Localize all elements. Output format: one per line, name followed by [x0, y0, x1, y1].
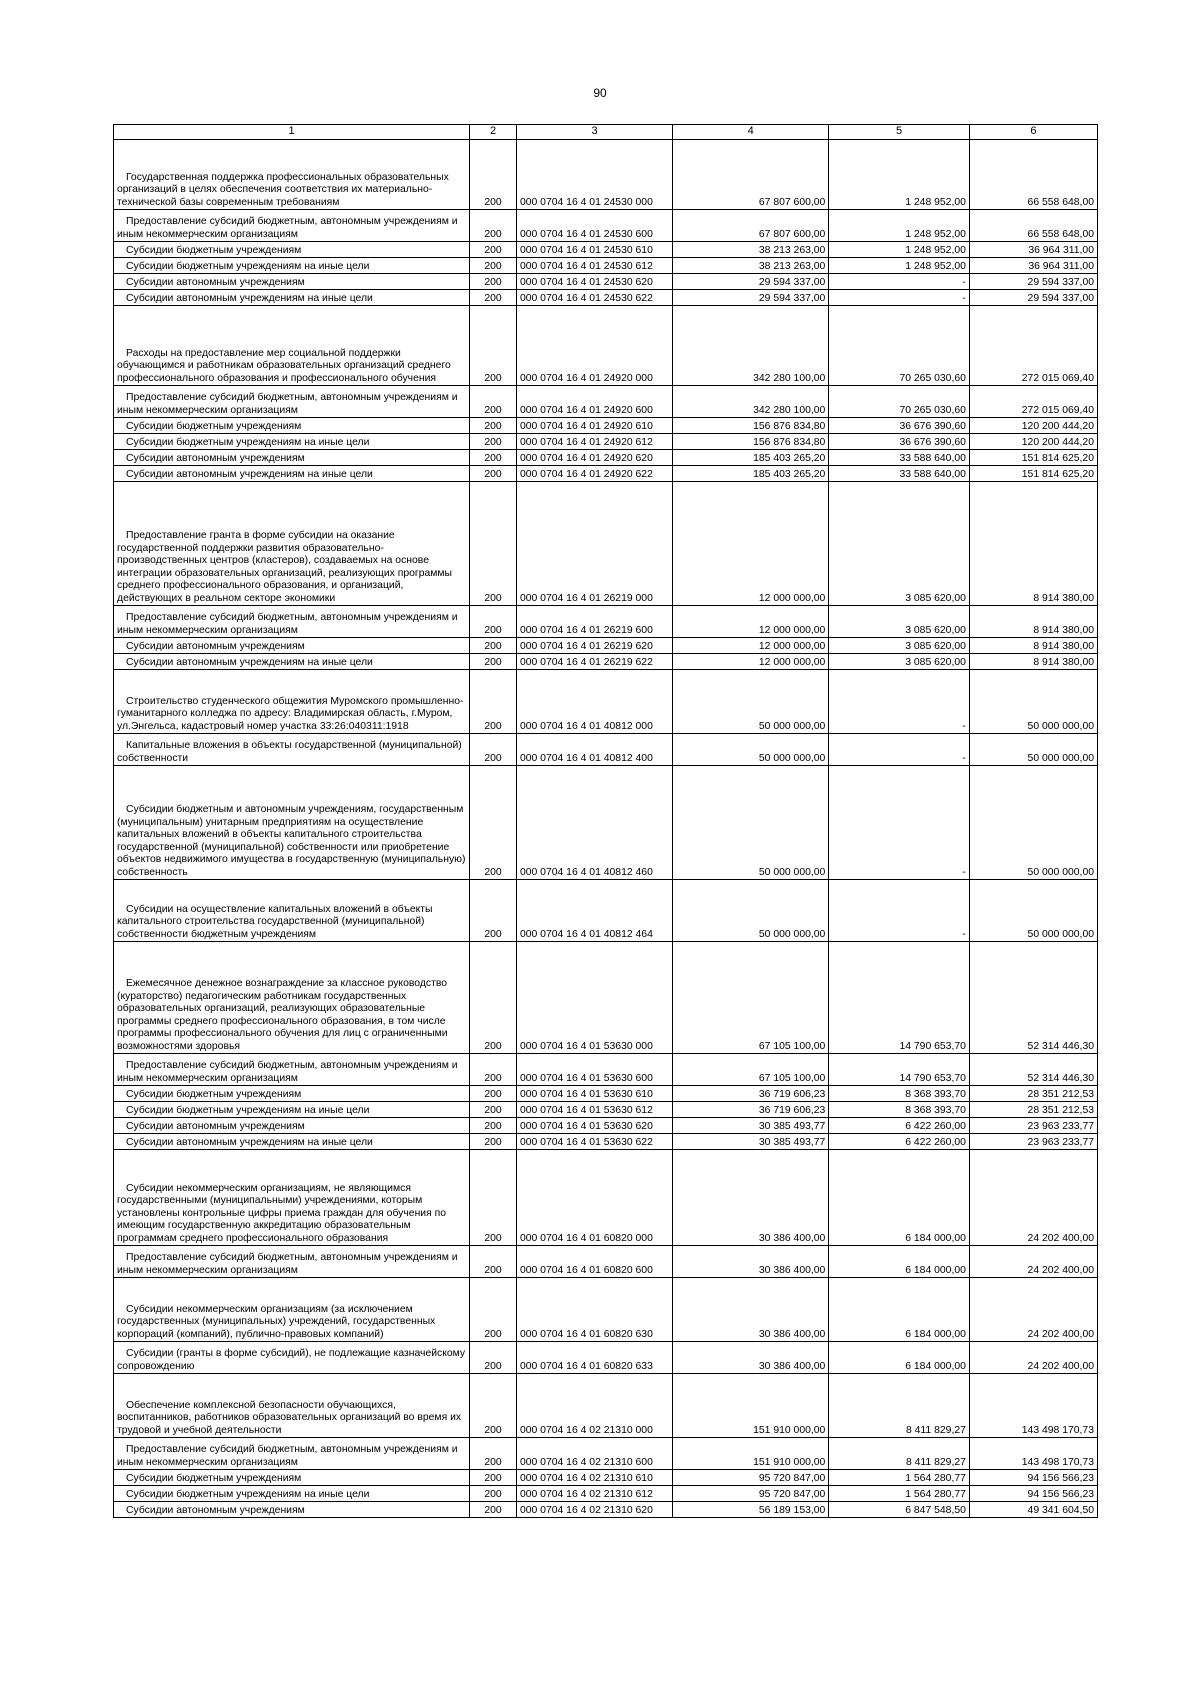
table-cell: Субсидии бюджетным учреждениям: [114, 1470, 470, 1486]
table-cell: 8 914 380,00: [969, 654, 1097, 670]
table-cell: 200: [470, 1054, 517, 1086]
table-cell: Субсидии автономным учреждениям: [114, 638, 470, 654]
table-cell: Предоставление субсидий бюджетным, автономным учреждениям и иным некоммерческим организациям: [114, 1438, 470, 1470]
table-cell: 000 0704 16 4 01 40812 000: [516, 670, 672, 734]
table-cell: 200: [470, 1086, 517, 1102]
table-row: [114, 606, 1098, 638]
table-cell: Субсидии (гранты в форме субсидий), не подлежащие казначейскому сопровождению: [114, 1342, 470, 1374]
table-cell: 143 498 170,73: [969, 1374, 1097, 1438]
table-cell: 200: [470, 140, 517, 210]
table-row: [114, 1374, 1098, 1438]
table-row: [114, 258, 1098, 274]
table-cell: 000 0704 16 4 01 24920 622: [516, 466, 672, 482]
table-cell: 000 0704 16 4 01 24530 622: [516, 290, 672, 306]
table-row: [114, 1086, 1098, 1102]
table-row: [114, 1486, 1098, 1502]
table-cell: 200: [470, 670, 517, 734]
table-row: [114, 1502, 1098, 1518]
table-cell: 36 719 606,23: [673, 1086, 829, 1102]
table-body: [114, 140, 1098, 1518]
table-row: [114, 140, 1098, 210]
table-cell: -: [829, 670, 970, 734]
table-cell: Субсидии бюджетным учреждениям на иные цели: [114, 1486, 470, 1502]
table-cell: Капитальные вложения в объекты государственной (муниципальной) собственности: [114, 734, 470, 766]
table-cell: 30 386 400,00: [673, 1150, 829, 1246]
table-cell: 50 000 000,00: [673, 880, 829, 942]
table-cell: 000 0704 16 4 01 24920 000: [516, 306, 672, 386]
table-cell: Субсидии автономным учреждениям на иные цели: [114, 654, 470, 670]
table-cell: 272 015 069,40: [969, 386, 1097, 418]
table-cell: 52 314 446,30: [969, 942, 1097, 1054]
table-cell: 12 000 000,00: [673, 654, 829, 670]
table-cell: 200: [470, 466, 517, 482]
table-row: [114, 242, 1098, 258]
table-cell: 000 0704 16 4 01 26219 620: [516, 638, 672, 654]
table-cell: 24 202 400,00: [969, 1150, 1097, 1246]
table-cell: 151 814 625,20: [969, 450, 1097, 466]
table-cell: 70 265 030,60: [829, 386, 970, 418]
table-cell: 000 0704 16 4 02 21310 612: [516, 1486, 672, 1502]
table-cell: 200: [470, 290, 517, 306]
table-cell: 95 720 847,00: [673, 1470, 829, 1486]
table-cell: 3 085 620,00: [829, 606, 970, 638]
table-cell: 66 558 648,00: [969, 140, 1097, 210]
table-cell: 24 202 400,00: [969, 1342, 1097, 1374]
table-cell: 000 0704 16 4 02 21310 620: [516, 1502, 672, 1518]
table-cell: 200: [470, 1150, 517, 1246]
table-cell: -: [829, 290, 970, 306]
table-cell: 36 676 390,60: [829, 418, 970, 434]
table-cell: Предоставление субсидий бюджетным, автономным учреждениям и иным некоммерческим организациям: [114, 386, 470, 418]
table-cell: 156 876 834,80: [673, 434, 829, 450]
table-cell: 67 105 100,00: [673, 1054, 829, 1086]
table-cell: 3 085 620,00: [829, 482, 970, 606]
table-row: [114, 1054, 1098, 1086]
table-cell: 36 719 606,23: [673, 1102, 829, 1118]
table-cell: 200: [470, 1438, 517, 1470]
table-row: [114, 306, 1098, 386]
table-cell: 000 0704 16 4 01 24530 620: [516, 274, 672, 290]
table-cell: 000 0704 16 4 01 60820 633: [516, 1342, 672, 1374]
table-cell: 000 0704 16 4 01 24530 612: [516, 258, 672, 274]
table-cell: 29 594 337,00: [673, 290, 829, 306]
table-cell: 94 156 566,23: [969, 1486, 1097, 1502]
table-row: [114, 734, 1098, 766]
table-cell: Субсидии на осуществление капитальных вложений в объекты капитального строительства государственной (муниципальной) собственности бюджетным учреждениям: [114, 880, 470, 942]
table-cell: 50 000 000,00: [673, 670, 829, 734]
table-cell: Субсидии бюджетным учреждениям на иные цели: [114, 258, 470, 274]
table-cell: 3 085 620,00: [829, 638, 970, 654]
table-cell: Субсидии автономным учреждениям на иные цели: [114, 1134, 470, 1150]
table-cell: 200: [470, 734, 517, 766]
table-cell: 1 248 952,00: [829, 140, 970, 210]
table-cell: 000 0704 16 4 01 24920 600: [516, 386, 672, 418]
table-cell: 1 248 952,00: [829, 242, 970, 258]
table-cell: 200: [470, 1502, 517, 1518]
table-cell: 8 914 380,00: [969, 606, 1097, 638]
table-row: [114, 1342, 1098, 1374]
table-cell: Субсидии бюджетным учреждениям: [114, 1086, 470, 1102]
table-cell: 200: [470, 766, 517, 880]
table-cell: 30 385 493,77: [673, 1118, 829, 1134]
table-row: [114, 274, 1098, 290]
table-cell: 000 0704 16 4 01 53630 610: [516, 1086, 672, 1102]
table-cell: 000 0704 16 4 01 40812 460: [516, 766, 672, 880]
table-cell: 200: [470, 942, 517, 1054]
table-cell: 94 156 566,23: [969, 1470, 1097, 1486]
table-row: [114, 210, 1098, 242]
table-row: [114, 386, 1098, 418]
table-cell: 6 422 260,00: [829, 1134, 970, 1150]
table-cell: Субсидии бюджетным учреждениям: [114, 418, 470, 434]
table-cell: 000 0704 16 4 02 21310 610: [516, 1470, 672, 1486]
column-header: 1: [114, 125, 470, 140]
table-cell: 200: [470, 1134, 517, 1150]
table-cell: 6 184 000,00: [829, 1150, 970, 1246]
table-cell: Предоставление субсидий бюджетным, автономным учреждениям и иным некоммерческим организациям: [114, 1054, 470, 1086]
table-cell: 342 280 100,00: [673, 306, 829, 386]
table-cell: 200: [470, 638, 517, 654]
table-cell: Субсидии некоммерческим организациям, не являющимся государственными (муниципальными) учреждениями, которым установлены контрольные цифры приема граждан для обучения по имеющим государственную аккредитацию образовательным программам среднего профессионального образования: [114, 1150, 470, 1246]
header-row: [114, 125, 1098, 140]
table-cell: 49 341 604,50: [969, 1502, 1097, 1518]
table-cell: 30 386 400,00: [673, 1278, 829, 1342]
table-cell: 30 386 400,00: [673, 1246, 829, 1278]
table-cell: 200: [470, 1278, 517, 1342]
table-row: [114, 1438, 1098, 1470]
table-cell: 185 403 265,20: [673, 466, 829, 482]
table-cell: 200: [470, 1102, 517, 1118]
table-cell: 000 0704 16 4 01 53630 620: [516, 1118, 672, 1134]
table-cell: 200: [470, 418, 517, 434]
table-cell: 000 0704 16 4 01 26219 000: [516, 482, 672, 606]
table-cell: Ежемесячное денежное вознаграждение за классное руководство (кураторство) педагогическим работникам государственных образовательных организаций, реализующих образовательные программы среднего профессионального образования, в том числе программы профессионального обучения для лиц с ограниченными возможностями здоровья: [114, 942, 470, 1054]
table-cell: 200: [470, 242, 517, 258]
table-cell: 24 202 400,00: [969, 1278, 1097, 1342]
table-cell: 28 351 212,53: [969, 1086, 1097, 1102]
table-cell: 272 015 069,40: [969, 306, 1097, 386]
table-cell: 1 564 280,77: [829, 1470, 970, 1486]
table-cell: 151 910 000,00: [673, 1374, 829, 1438]
table-cell: 1 248 952,00: [829, 210, 970, 242]
table-cell: 6 184 000,00: [829, 1342, 970, 1374]
table-cell: 000 0704 16 4 01 60820 630: [516, 1278, 672, 1342]
table-cell: 52 314 446,30: [969, 1054, 1097, 1086]
table-cell: -: [829, 766, 970, 880]
table-cell: 000 0704 16 4 01 24530 610: [516, 242, 672, 258]
table-cell: 200: [470, 306, 517, 386]
table-cell: 6 184 000,00: [829, 1278, 970, 1342]
table-row: [114, 1134, 1098, 1150]
table-cell: 28 351 212,53: [969, 1102, 1097, 1118]
table-cell: -: [829, 274, 970, 290]
table-cell: 200: [470, 482, 517, 606]
table-cell: Предоставление субсидий бюджетным, автономным учреждениям и иным некоммерческим организациям: [114, 1246, 470, 1278]
table-cell: 36 964 311,00: [969, 258, 1097, 274]
table-cell: 000 0704 16 4 01 40812 464: [516, 880, 672, 942]
table-cell: 200: [470, 1470, 517, 1486]
table-cell: Субсидии некоммерческим организациям (за исключением государственных (муниципальных) учреждений, государственных корпораций (компаний), публично-правовых компаний): [114, 1278, 470, 1342]
table-cell: 200: [470, 1118, 517, 1134]
table-row: [114, 434, 1098, 450]
table-cell: 14 790 653,70: [829, 942, 970, 1054]
table-cell: 120 200 444,20: [969, 434, 1097, 450]
table-cell: Субсидии бюджетным учреждениям на иные цели: [114, 1102, 470, 1118]
table-cell: Субсидии бюджетным и автономным учреждениям, государственным (муниципальным) унитарным предприятиям на осуществление капитальных вложений в объекты капитального строительства государственной (муниципальной) собственности или приобретение объектов недвижимого имущества в государственную (муниципальную) собственность: [114, 766, 470, 880]
table-row: [114, 1150, 1098, 1246]
table-cell: 000 0704 16 4 01 24920 612: [516, 434, 672, 450]
table-cell: 24 202 400,00: [969, 1246, 1097, 1278]
table-cell: Субсидии автономным учреждениям: [114, 274, 470, 290]
table-cell: 200: [470, 386, 517, 418]
table-cell: 000 0704 16 4 01 40812 400: [516, 734, 672, 766]
table-cell: 36 676 390,60: [829, 434, 970, 450]
table-cell: Обеспечение комплексной безопасности обучающихся, воспитанников, работников образовательных организаций во время их трудовой и учебной деятельности: [114, 1374, 470, 1438]
table-cell: 50 000 000,00: [673, 734, 829, 766]
table-cell: 120 200 444,20: [969, 418, 1097, 434]
table-cell: 200: [470, 880, 517, 942]
table-cell: Государственная поддержка профессиональных образовательных организаций в целях обеспечения соответствия их материально-технической базы современным требованиям: [114, 140, 470, 210]
table-cell: 36 964 311,00: [969, 242, 1097, 258]
table-cell: 185 403 265,20: [673, 450, 829, 466]
table-cell: Субсидии автономным учреждениям: [114, 1502, 470, 1518]
table-row: [114, 638, 1098, 654]
table-row: [114, 450, 1098, 466]
table-cell: 14 790 653,70: [829, 1054, 970, 1086]
table-cell: 38 213 263,00: [673, 258, 829, 274]
table-cell: 143 498 170,73: [969, 1438, 1097, 1470]
table-cell: 000 0704 16 4 01 26219 600: [516, 606, 672, 638]
table-cell: 200: [470, 1246, 517, 1278]
table-cell: 56 189 153,00: [673, 1502, 829, 1518]
table-row: [114, 1246, 1098, 1278]
table-cell: 38 213 263,00: [673, 242, 829, 258]
table-cell: Субсидии автономным учреждениям: [114, 1118, 470, 1134]
table-cell: 000 0704 16 4 01 24530 600: [516, 210, 672, 242]
table-cell: 50 000 000,00: [969, 766, 1097, 880]
table-cell: 200: [470, 210, 517, 242]
table-cell: 200: [470, 450, 517, 466]
table-cell: 000 0704 16 4 01 53630 000: [516, 942, 672, 1054]
table-cell: 50 000 000,00: [673, 766, 829, 880]
table-row: [114, 418, 1098, 434]
table-cell: 000 0704 16 4 01 60820 600: [516, 1246, 672, 1278]
table-cell: Предоставление субсидий бюджетным, автономным учреждениям и иным некоммерческим организациям: [114, 606, 470, 638]
table-cell: Субсидии бюджетным учреждениям на иные цели: [114, 434, 470, 450]
table-cell: 200: [470, 654, 517, 670]
table-cell: 000 0704 16 4 02 21310 600: [516, 1438, 672, 1470]
table-cell: 8 368 393,70: [829, 1086, 970, 1102]
table-cell: 151 910 000,00: [673, 1438, 829, 1470]
table-cell: 200: [470, 606, 517, 638]
table-row: [114, 766, 1098, 880]
table-cell: 66 558 648,00: [969, 210, 1097, 242]
table-cell: 50 000 000,00: [969, 880, 1097, 942]
table-row: [114, 290, 1098, 306]
table-cell: 000 0704 16 4 01 24530 000: [516, 140, 672, 210]
column-header: 5: [829, 125, 970, 140]
table-cell: 23 963 233,77: [969, 1134, 1097, 1150]
table-cell: 1 248 952,00: [829, 258, 970, 274]
table-row: [114, 466, 1098, 482]
table-cell: 50 000 000,00: [969, 670, 1097, 734]
table-cell: 30 386 400,00: [673, 1342, 829, 1374]
table-cell: 8 368 393,70: [829, 1102, 970, 1118]
table-cell: 156 876 834,80: [673, 418, 829, 434]
table-cell: 33 588 640,00: [829, 450, 970, 466]
table-row: [114, 1278, 1098, 1342]
table-cell: 000 0704 16 4 02 21310 000: [516, 1374, 672, 1438]
table-cell: 1 564 280,77: [829, 1486, 970, 1502]
table-cell: 8 411 829,27: [829, 1374, 970, 1438]
table-cell: 000 0704 16 4 01 26219 622: [516, 654, 672, 670]
table-cell: Субсидии автономным учреждениям: [114, 450, 470, 466]
table-cell: Расходы на предоставление мер социальной поддержки обучающимся и работникам образовательных организаций среднего профессионального образования и профессионального обучения: [114, 306, 470, 386]
table-cell: 23 963 233,77: [969, 1118, 1097, 1134]
table-cell: 151 814 625,20: [969, 466, 1097, 482]
table-cell: 200: [470, 274, 517, 290]
page-number: 90: [593, 86, 607, 100]
table-cell: 29 594 337,00: [969, 274, 1097, 290]
table-cell: 12 000 000,00: [673, 482, 829, 606]
table-cell: -: [829, 734, 970, 766]
table-cell: 000 0704 16 4 01 24920 610: [516, 418, 672, 434]
table-row: [114, 880, 1098, 942]
table-cell: 67 807 600,00: [673, 140, 829, 210]
table-cell: 29 594 337,00: [969, 290, 1097, 306]
table-row: [114, 1118, 1098, 1134]
table-cell: 000 0704 16 4 01 53630 600: [516, 1054, 672, 1086]
table-cell: 30 385 493,77: [673, 1134, 829, 1150]
table-cell: 95 720 847,00: [673, 1486, 829, 1502]
table-cell: -: [829, 880, 970, 942]
table-cell: 200: [470, 1374, 517, 1438]
table-cell: 200: [470, 434, 517, 450]
table-cell: Субсидии автономным учреждениям на иные цели: [114, 466, 470, 482]
table-cell: 67 807 600,00: [673, 210, 829, 242]
table-row: [114, 1470, 1098, 1486]
table-cell: 8 914 380,00: [969, 482, 1097, 606]
table-cell: 8 411 829,27: [829, 1438, 970, 1470]
column-header: 3: [516, 125, 672, 140]
table-cell: 6 847 548,50: [829, 1502, 970, 1518]
table-cell: Предоставление гранта в форме субсидии на оказание государственной поддержки развития образовательно-производственных центров (кластеров), создаваемых на основе интеграции образовательных организаций, реализующих программы среднего профессионального образования, и организаций, действующих в реальном секторе экономики: [114, 482, 470, 606]
table-cell: 000 0704 16 4 01 24920 620: [516, 450, 672, 466]
table-cell: 6 184 000,00: [829, 1246, 970, 1278]
table-row: [114, 942, 1098, 1054]
table-cell: 200: [470, 1342, 517, 1374]
table-cell: 342 280 100,00: [673, 386, 829, 418]
column-header: 2: [470, 125, 517, 140]
table-cell: 3 085 620,00: [829, 654, 970, 670]
table-cell: Субсидии автономным учреждениям на иные цели: [114, 290, 470, 306]
table-cell: 200: [470, 1486, 517, 1502]
table-row: [114, 482, 1098, 606]
table-cell: 200: [470, 258, 517, 274]
table-cell: 8 914 380,00: [969, 638, 1097, 654]
table-cell: 12 000 000,00: [673, 606, 829, 638]
table-row: [114, 670, 1098, 734]
column-header: 6: [969, 125, 1097, 140]
table-row: [114, 654, 1098, 670]
table-cell: Предоставление субсидий бюджетным, автономным учреждениям и иным некоммерческим организациям: [114, 210, 470, 242]
table-cell: 000 0704 16 4 01 60820 000: [516, 1150, 672, 1246]
table-cell: 000 0704 16 4 01 53630 622: [516, 1134, 672, 1150]
column-header: 4: [673, 125, 829, 140]
table-cell: 67 105 100,00: [673, 942, 829, 1054]
table-cell: 000 0704 16 4 01 53630 612: [516, 1102, 672, 1118]
table-cell: 33 588 640,00: [829, 466, 970, 482]
budget-execution-table: [113, 124, 1098, 1518]
table-cell: 12 000 000,00: [673, 638, 829, 654]
table-cell: 6 422 260,00: [829, 1118, 970, 1134]
table-cell: Строительство студенческого общежития Муромского промышленно-гуманитарного колледжа по адресу: Владимирская область, г.Муром, ул.Энгельса, кадастровый номер участка 33:26:040311:1918: [114, 670, 470, 734]
table-cell: 29 594 337,00: [673, 274, 829, 290]
table-cell: 70 265 030,60: [829, 306, 970, 386]
table-cell: Субсидии бюджетным учреждениям: [114, 242, 470, 258]
table-row: [114, 1102, 1098, 1118]
table-cell: 50 000 000,00: [969, 734, 1097, 766]
